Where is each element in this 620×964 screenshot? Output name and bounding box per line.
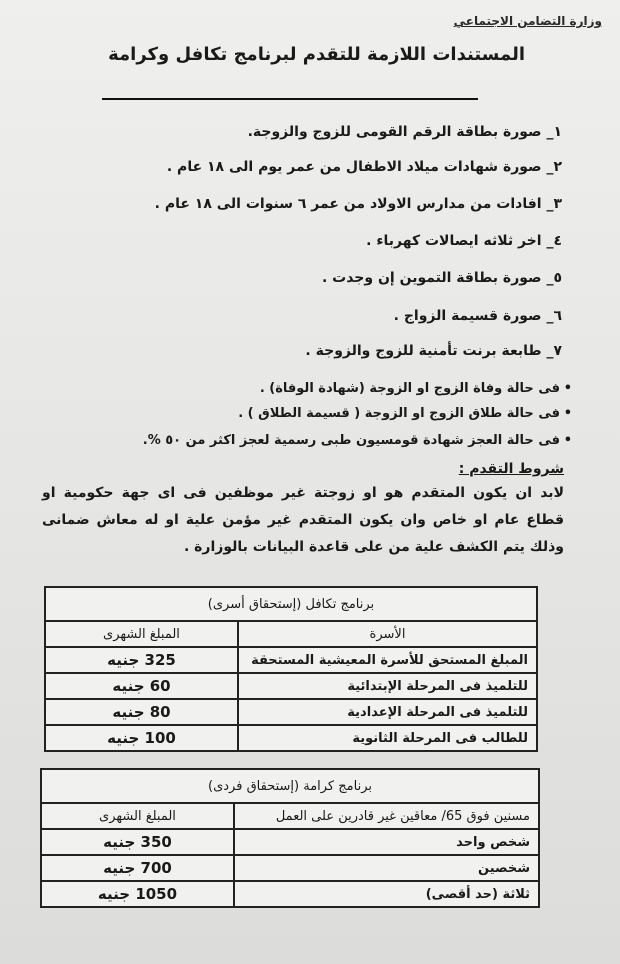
column-header-family: الأسرة xyxy=(238,621,537,647)
column-header-amount: المبلغ الشهرى xyxy=(41,803,234,829)
page-title: المستندات اللازمة للتقدم لبرنامج تكافل وكرامة xyxy=(108,44,525,65)
takaful-table xyxy=(44,586,538,752)
takaful-heading: برنامج تكافل (إستحقاق أسرى) xyxy=(45,587,537,621)
case-bullet: • فى حالة العجز شهادة قومسيون طبى رسمية لعجز اكثر من ٥٠ %. xyxy=(143,433,560,448)
karama-subheading: مسنين فوق 65/ معاقين غير قادرين على العمل xyxy=(234,803,539,829)
row-amount: 350 جنيه xyxy=(41,829,234,855)
conditions-text: لابد ان يكون المتقدم هو او زوجتة غير موظفين فى اى جهة حكومية او قطاع عام او خاص وان يكون المتقدم غير مؤمن علية او له معاش ضمانى وذلك يتم الكشف علية من على قاعدة البيانات بالوزارة . xyxy=(42,485,564,555)
table-row xyxy=(45,699,537,725)
table-row xyxy=(41,855,539,881)
row-amount: 100 جنيه xyxy=(45,725,238,751)
document-item: ٤_ اخر ثلاثه ايصالات كهرباء . xyxy=(366,233,562,249)
karama-heading: برنامج كرامة (إستحقاق فردى) xyxy=(41,769,539,803)
case-bullet: • فى حالة وفاة الزوج او الزوجة (شهادة الوفاة) . xyxy=(260,381,560,396)
row-label: ثلاثة (حد أقصى) xyxy=(234,881,539,907)
table-row xyxy=(41,829,539,855)
document-item: ٦_ صورة قسيمة الزواج . xyxy=(393,308,562,324)
row-label: للطالب فى المرحلة الثانوية xyxy=(238,725,537,751)
row-label: شخصين xyxy=(234,855,539,881)
row-label: شخص واحد xyxy=(234,829,539,855)
table-row xyxy=(41,881,539,907)
table-row xyxy=(45,725,537,751)
row-amount: 325 جنيه xyxy=(45,647,238,673)
conditions-title: شروط التقدم : xyxy=(458,461,564,477)
document-item: ٥_ صورة بطاقة التموين إن وجدت . xyxy=(321,270,562,286)
row-label: للتلميذ فى المرحلة الإبتدائية xyxy=(238,673,537,699)
row-amount: 1050 جنيه xyxy=(41,881,234,907)
ministry-header: وزارة التضامن الاجتماعي xyxy=(453,14,602,28)
karama-table xyxy=(40,768,540,908)
document-item: ١_ صورة بطاقة الرقم القومى للزوج والزوجة. xyxy=(247,124,562,140)
row-amount: 80 جنيه xyxy=(45,699,238,725)
document-item: ٧_ طابعة برنت تأمنية للزوج والزوجة . xyxy=(305,343,562,359)
table-row xyxy=(45,673,537,699)
row-amount: 60 جنيه xyxy=(45,673,238,699)
column-header-amount: المبلغ الشهرى xyxy=(45,621,238,647)
row-label: المبلغ المستحق للأسرة المعيشية المستحقة xyxy=(238,647,537,673)
document-item: ٣_ افادات من مدارس الاولاد من عمر ٦ سنوات الى ١٨ عام . xyxy=(154,196,562,212)
table-row xyxy=(45,647,537,673)
document-item: ٢_ صورة شهادات ميلاد الاطفال من عمر يوم الى ١٨ عام . xyxy=(166,159,562,175)
title-divider xyxy=(102,98,478,100)
case-bullet: • فى حالة طلاق الزوج او الزوجة ( قسيمة الطلاق ) . xyxy=(238,406,560,421)
row-amount: 700 جنيه xyxy=(41,855,234,881)
row-label: للتلميذ فى المرحلة الإعدادية xyxy=(238,699,537,725)
